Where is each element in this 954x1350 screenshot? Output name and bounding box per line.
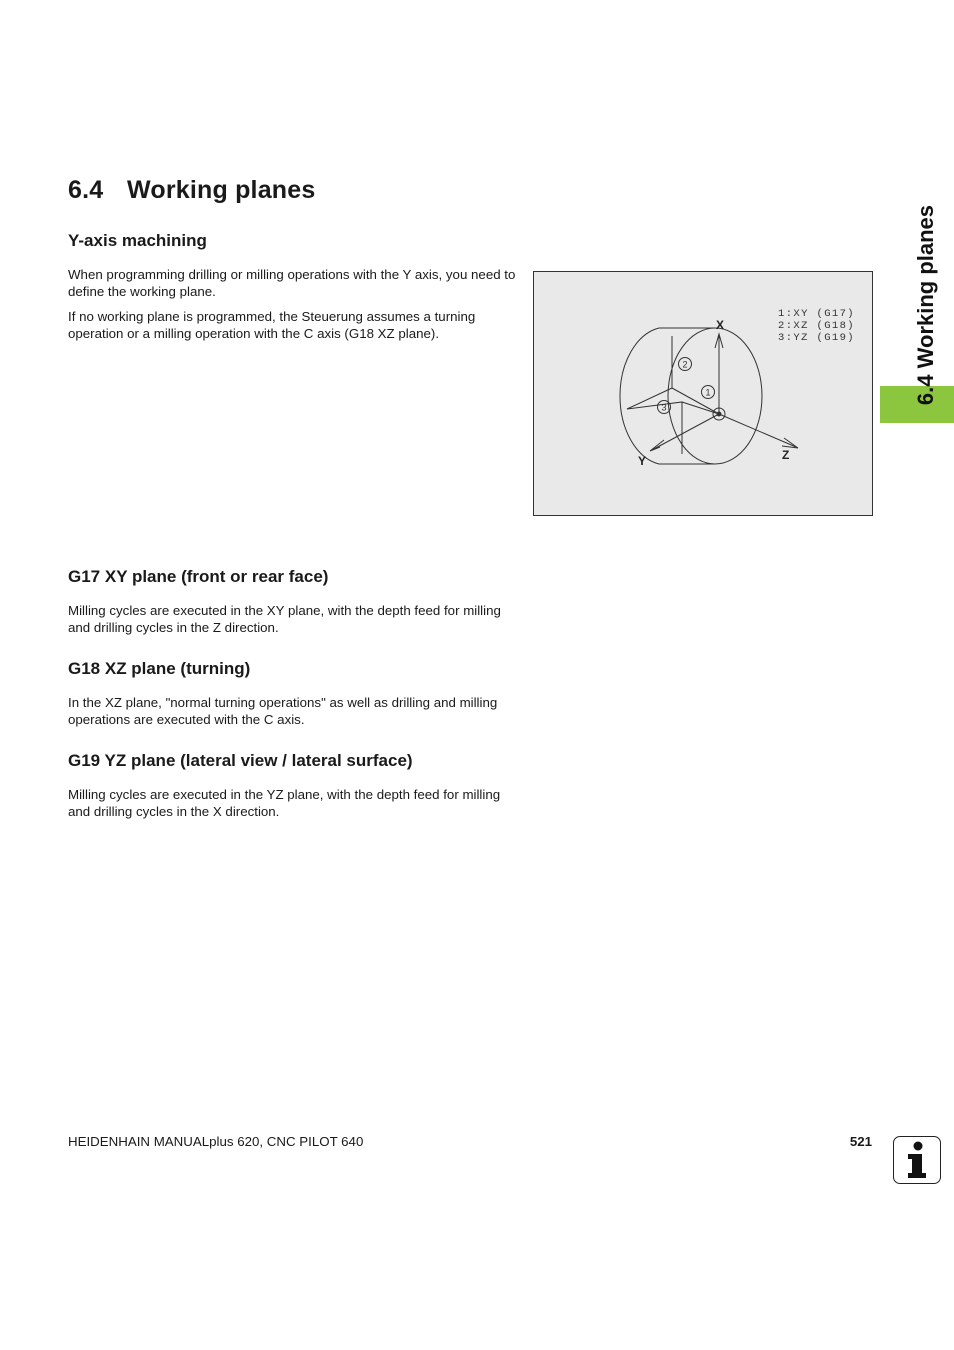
heading-g19: G19 YZ plane (lateral view / lateral surface) bbox=[68, 751, 413, 770]
paragraph-y-axis-1: When programming drilling or milling operations with the Y axis, you need to define the working plane. bbox=[68, 267, 516, 299]
paragraph-y-axis-2: If no working plane is programmed, the Steuerung assumes a turning operation or a milling operation with the C axis (G18 XZ plane). bbox=[68, 309, 476, 341]
axis-label-z: Z bbox=[782, 448, 790, 462]
marker-2-label: 2 bbox=[682, 359, 688, 370]
working-planes-diagram bbox=[534, 272, 872, 515]
paragraph-g18: In the XZ plane, "normal turning operations" as well as drilling and milling operations are executed with the C axis. bbox=[68, 695, 498, 727]
paragraph-g17: Milling cycles are executed in the XY plane, with the depth feed for milling and drilling cycles in the Z direction. bbox=[68, 603, 501, 635]
z-axis-line bbox=[719, 414, 796, 447]
legend-line-3: 3:YZ (G19) bbox=[778, 332, 856, 344]
section-title-text: Working planes bbox=[127, 176, 316, 204]
marker-1-label: 1 bbox=[705, 387, 711, 398]
legend-line-2: 2:XZ (G18) bbox=[778, 320, 856, 332]
side-tab-label: 6.4 Working planes bbox=[913, 204, 938, 406]
section-number: 6.4 bbox=[68, 176, 104, 204]
legend-line-1: 1:XY (G17) bbox=[778, 308, 856, 320]
axis-label-y: Y bbox=[638, 454, 647, 468]
footer-manual-title: HEIDENHAIN MANUALplus 620, CNC PILOT 640 bbox=[68, 1134, 364, 1149]
info-icon bbox=[893, 1136, 941, 1184]
plane-lines bbox=[627, 336, 682, 454]
section-title bbox=[68, 176, 315, 205]
page-number: 521 bbox=[849, 1134, 872, 1149]
cylinder-outline bbox=[620, 328, 715, 464]
working-planes-figure bbox=[533, 271, 873, 516]
heading-g17: G17 XY plane (front or rear face) bbox=[68, 567, 329, 586]
y-axis-line bbox=[652, 414, 719, 450]
heading-y-axis-machining: Y-axis machining bbox=[68, 231, 207, 250]
axis-label-x: X bbox=[716, 318, 725, 332]
marker-3-label: 3 bbox=[661, 402, 667, 413]
side-tab bbox=[911, 190, 941, 420]
paragraph-g19: Milling cycles are executed in the YZ plane, with the depth feed for milling and drilling cycles in the X direction. bbox=[68, 787, 501, 819]
heading-g18: G18 XZ plane (turning) bbox=[68, 659, 251, 678]
